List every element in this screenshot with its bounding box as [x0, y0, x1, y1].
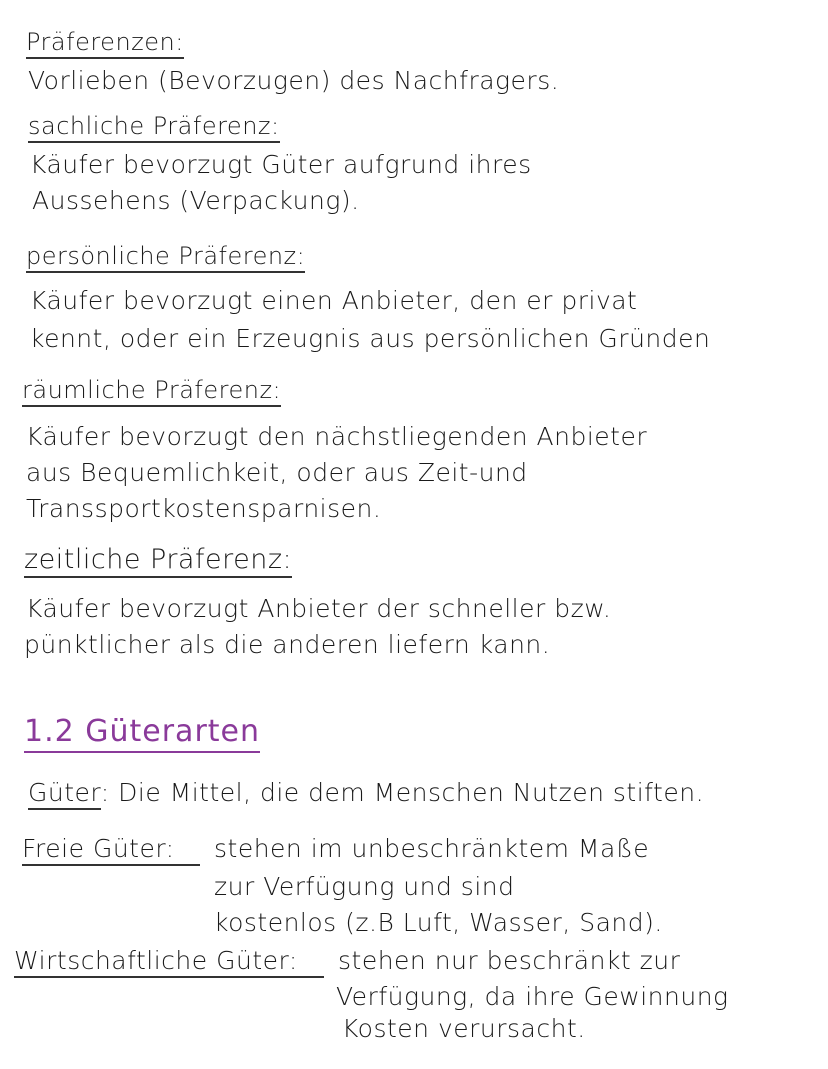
text-line: stehen im unbeschränktem Maße: [214, 834, 650, 863]
text-line: Käufer bevorzugt Güter aufgrund ihres: [30, 150, 532, 179]
text-line: Käufer bevorzugt einen Anbieter, den er privat: [30, 286, 638, 315]
text-line: zur Verfügung und sind: [214, 872, 515, 901]
text-line: aus Bequemlichkeit, oder aus Zeit-und: [26, 458, 528, 487]
heading-praeferenzen: Präferenzen:: [26, 28, 184, 59]
text-line: Kosten verursacht.: [342, 1014, 586, 1043]
text-line: Käufer bevorzugt den nächstliegenden Anbieter: [26, 422, 648, 451]
text-line: pünktlicher als die anderen liefern kann.: [24, 630, 551, 659]
term-freie-gueter: Freie Güter:: [22, 834, 200, 866]
text-line: kennt, oder ein Erzeugnis aus persönlichen Gründen: [30, 324, 711, 353]
text-line: Aussehens (Verpackung).: [32, 186, 360, 215]
definition-praeferenzen: Vorlieben (Bevorzugen) des Nachfragers.: [28, 66, 560, 95]
heading-sachliche-praeferenz: sachliche Präferenz:: [28, 112, 280, 143]
text-line: kostenlos (z.B Luft, Wasser, Sand).: [214, 908, 663, 937]
heading-raeumliche-praeferenz: räumliche Präferenz:: [22, 376, 281, 407]
heading-persoenliche-praeferenz: persönliche Präferenz:: [26, 242, 305, 273]
gueter-definition-line: [28, 778, 704, 807]
term-gueter: Güter: [28, 778, 101, 810]
text-line: Transsportkostensparnisen.: [26, 494, 382, 523]
text-line: Verfügung, da ihre Gewinnung: [336, 982, 729, 1011]
term-wirtschaftliche-gueter: Wirtschaftliche Güter:: [14, 946, 324, 978]
section-heading-gueterarten: 1.2 Güterarten: [24, 714, 260, 753]
text-line: Käufer bevorzugt Anbieter der schneller bzw.: [26, 594, 612, 623]
definition-gueter: : Die Mittel, die dem Menschen Nutzen stiften.: [100, 778, 705, 807]
text-line: stehen nur beschränkt zur: [338, 946, 681, 975]
heading-zeitliche-praeferenz: zeitliche Präferenz:: [24, 544, 292, 578]
